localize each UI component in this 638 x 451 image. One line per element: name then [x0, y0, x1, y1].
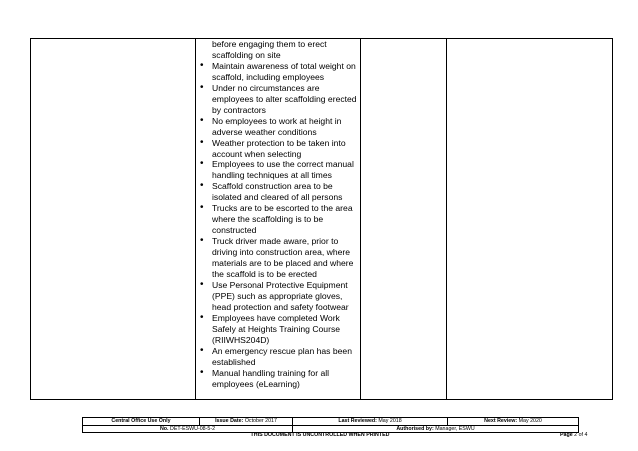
- text-line: scaffold, including employees: [212, 71, 325, 82]
- list-item: [196, 83, 360, 116]
- office-use-cell: [83, 418, 200, 426]
- intro-text: [196, 39, 360, 61]
- list-item: [196, 313, 360, 346]
- page-of: of: [578, 432, 584, 438]
- text-line: • Weather protection to be taken into: [212, 137, 346, 148]
- next-review-value: May 2020: [518, 418, 542, 424]
- footer-row: [83, 418, 579, 426]
- text-line: by contractors: [212, 104, 266, 115]
- table-row: [31, 39, 613, 400]
- uncontrolled-notice: THIS DOCUMENT IS UNCONTROLLED WHEN PRINTED: [250, 432, 390, 438]
- issue-date-label: Issue Date:: [215, 418, 244, 424]
- text-line: constructed: [212, 225, 257, 236]
- risk-control-table: [30, 38, 613, 400]
- page-current: 2: [574, 432, 578, 438]
- text-line: before engaging them to erect: [212, 39, 327, 49]
- office-use-label: Central Office Use Only: [111, 418, 171, 424]
- list-item: [196, 346, 360, 368]
- list-item: [196, 236, 360, 280]
- text-line: • Trucks are to be escorted to the area: [212, 203, 353, 214]
- authorised-by-value: Manager, ESWU: [435, 425, 475, 432]
- text-line: • Scaffold construction area to be: [212, 181, 333, 192]
- text-line: (PPE) such as appropriate gloves,: [212, 290, 343, 301]
- next-review-cell: [448, 418, 579, 426]
- text-line: (RIIWHS204D): [212, 334, 270, 345]
- text-line: established: [212, 356, 256, 367]
- control-measures-list: [196, 61, 360, 390]
- page-label: Page: [560, 432, 573, 438]
- list-item: [196, 116, 360, 138]
- text-line: • Employees have completed Work: [212, 312, 340, 323]
- hazard-cell: [31, 39, 196, 400]
- text-line: where the scaffolding is to be: [212, 214, 324, 225]
- text-line: handling techniques at all times: [212, 170, 332, 181]
- page-number: [560, 432, 587, 439]
- list-item: [196, 181, 360, 203]
- last-reviewed-value: May 2018: [378, 418, 402, 424]
- text-line: the scaffold is to be erected: [212, 269, 317, 280]
- list-item: [196, 368, 360, 390]
- last-reviewed-label: Last Reviewed:: [338, 418, 377, 424]
- text-line: Safely at Heights Training Course: [212, 323, 341, 334]
- text-line: • Maintain awareness of total weight on: [212, 60, 356, 71]
- list-item: [196, 138, 360, 160]
- text-line: head protection and safety footwear: [212, 301, 349, 312]
- text-line: isolated and cleared of all persons: [212, 192, 343, 203]
- empty-cell: [447, 39, 613, 400]
- page-total: 4: [584, 432, 588, 438]
- text-line: • An emergency rescue plan has been: [212, 345, 352, 356]
- document-number-label: No.: [159, 425, 169, 432]
- text-line: employees to alter scaffolding erected: [212, 93, 357, 104]
- text-line: • Employees to use the correct manual: [212, 159, 354, 170]
- text-line: • No employees to work at height in: [212, 115, 342, 126]
- text-line: materials are to be placed and where: [212, 258, 354, 269]
- issue-date-cell: [200, 418, 293, 426]
- issue-date-value: October 2017: [244, 418, 277, 424]
- list-item: [196, 203, 360, 236]
- text-line: • Truck driver made aware, prior to: [212, 236, 339, 247]
- text-line: • Manual handling training for all: [212, 367, 330, 378]
- text-line: adverse weather conditions: [212, 126, 317, 137]
- text-line: scaffolding on site: [212, 49, 281, 60]
- text-line: • Use Personal Protective Equipment: [212, 279, 348, 290]
- text-line: employees (eLearning): [212, 378, 300, 389]
- document-number-value: DET-ESWU-08-5-2: [170, 425, 216, 432]
- text-line: driving into construction area, where: [212, 247, 351, 258]
- authorised-by-label: Authorised by:: [396, 425, 434, 432]
- last-reviewed-cell: [293, 418, 448, 426]
- list-item: [196, 159, 360, 181]
- control-measures-cell: [196, 39, 361, 400]
- empty-cell: [361, 39, 447, 400]
- document-control-footer: [82, 417, 579, 433]
- next-review-label: Next Review:: [484, 418, 518, 424]
- list-item: [196, 280, 360, 313]
- list-item: [196, 61, 360, 83]
- text-line: • Under no circumstances are: [212, 82, 320, 93]
- text-line: account when selecting: [212, 148, 302, 159]
